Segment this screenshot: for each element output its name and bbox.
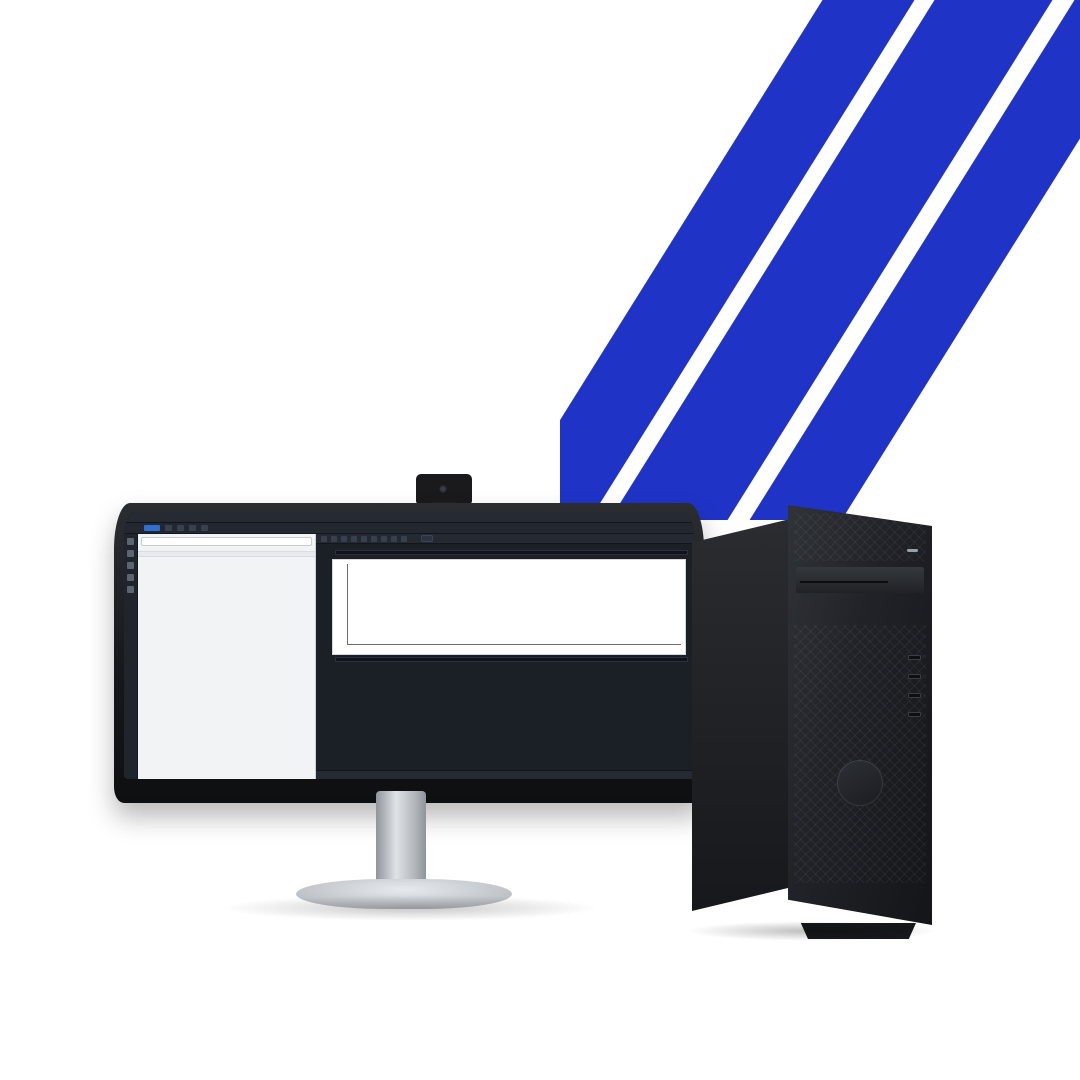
usb-port-icon[interactable] xyxy=(908,655,921,660)
toc-icon[interactable] xyxy=(127,574,134,581)
cell-type-select[interactable] xyxy=(421,535,433,542)
paste-icon[interactable] xyxy=(361,536,367,542)
product-photo xyxy=(100,455,1000,955)
tower-front-mesh xyxy=(794,625,926,883)
commands-icon[interactable] xyxy=(127,562,134,569)
restart-icon[interactable] xyxy=(391,536,397,542)
fast-forward-icon[interactable] xyxy=(401,536,407,542)
filter-icon[interactable] xyxy=(201,525,208,531)
notebook-scroll-area[interactable] xyxy=(316,544,694,770)
stripe-3 xyxy=(662,0,1080,520)
usb-port-icon[interactable] xyxy=(908,693,921,698)
power-button[interactable] xyxy=(907,549,918,552)
workspace xyxy=(124,534,694,779)
usb-port-icon[interactable] xyxy=(908,674,921,679)
notebook-cell-2[interactable] xyxy=(316,657,694,662)
tower-side-panel xyxy=(692,519,790,911)
new-launcher-button[interactable] xyxy=(144,525,160,531)
notebook-cell-1[interactable] xyxy=(316,550,694,555)
status-bar xyxy=(316,770,694,779)
refresh-icon[interactable] xyxy=(189,525,196,531)
run-icon[interactable] xyxy=(371,536,377,542)
save-icon[interactable] xyxy=(321,536,327,542)
notebook-toolbar[interactable] xyxy=(316,534,694,544)
add-cell-icon[interactable] xyxy=(331,536,337,542)
plot-x-axis xyxy=(347,644,681,645)
cell-code-2[interactable] xyxy=(335,657,688,662)
monitor-screen xyxy=(124,512,694,779)
audio-port-icon[interactable] xyxy=(908,712,921,717)
upload-icon[interactable] xyxy=(177,525,184,531)
jupyterlab-window xyxy=(124,512,694,779)
file-browser-panel xyxy=(138,534,316,779)
file-list[interactable] xyxy=(138,557,315,779)
stripe-2 xyxy=(560,0,1080,520)
new-folder-icon[interactable] xyxy=(165,525,172,531)
desktop-tower xyxy=(692,505,932,925)
optical-drive-slot xyxy=(800,581,888,583)
brand-diagonal-stripes xyxy=(560,0,1080,520)
running-kernels-icon[interactable] xyxy=(127,550,134,557)
cell-code[interactable] xyxy=(335,550,688,555)
activity-rail[interactable] xyxy=(124,534,138,779)
monitor-shadow xyxy=(220,895,600,921)
page-subtitle xyxy=(60,282,660,343)
tower-shadow xyxy=(686,921,936,941)
front-ports[interactable] xyxy=(908,655,926,731)
file-filter-input[interactable] xyxy=(141,537,312,546)
disclaimer xyxy=(56,972,1036,974)
stop-icon[interactable] xyxy=(381,536,387,542)
tower-front-panel xyxy=(788,505,932,925)
copy-icon[interactable] xyxy=(351,536,357,542)
stripe-1 xyxy=(560,0,952,520)
notebook-panel xyxy=(316,534,694,779)
tower-hp-logo xyxy=(837,760,883,806)
webcam-module xyxy=(416,474,472,504)
cut-icon[interactable] xyxy=(341,536,347,542)
secondary-toolbar[interactable] xyxy=(124,523,694,534)
file-browser-icon[interactable] xyxy=(127,538,134,545)
tower-top-mesh xyxy=(794,513,926,561)
histogram-plot xyxy=(332,559,686,655)
monitor-stand-neck xyxy=(376,791,426,887)
menu-bar[interactable] xyxy=(124,512,694,523)
extensions-icon[interactable] xyxy=(127,586,134,593)
curved-monitor xyxy=(114,503,704,803)
optical-drive-bay xyxy=(796,567,924,593)
plot-y-axis xyxy=(347,564,348,645)
